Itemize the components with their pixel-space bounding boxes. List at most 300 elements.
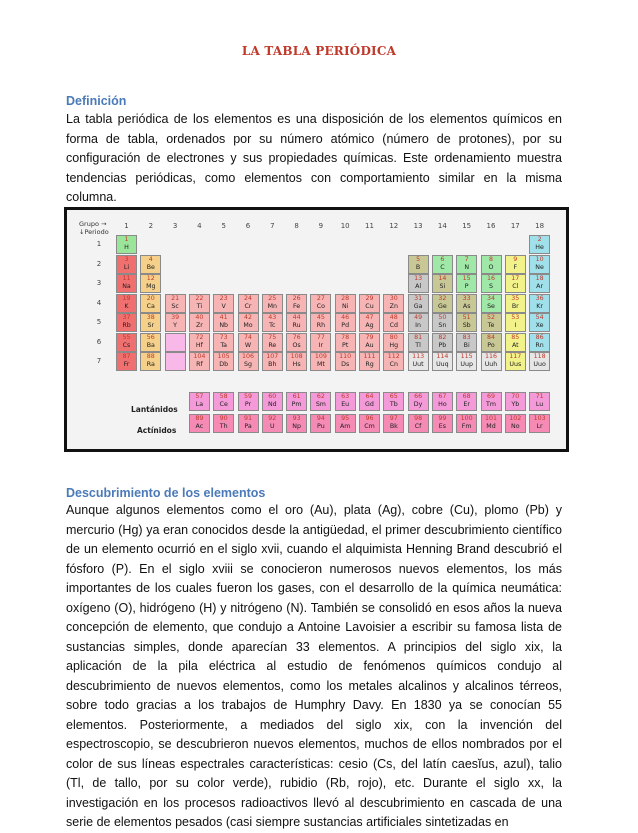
element-symbol: Np — [292, 423, 301, 430]
atomic-number: 43 — [268, 314, 277, 321]
element-symbol: Ds — [341, 361, 350, 368]
group-number-14: 14 — [437, 222, 447, 230]
element-symbol: Po — [487, 341, 495, 349]
element-cell-au — [359, 333, 380, 352]
element-cell-te — [481, 313, 502, 332]
element-symbol: Xe — [535, 322, 544, 329]
element-symbol: Cs — [122, 341, 131, 349]
element-symbol: Bh — [268, 361, 277, 368]
element-cell-nd — [262, 392, 283, 411]
atomic-number: 49 — [414, 314, 423, 321]
atomic-number: 34 — [486, 294, 495, 302]
atomic-number: 32 — [438, 294, 447, 302]
element-cell-eu — [335, 392, 356, 411]
atomic-number: 44 — [292, 314, 301, 321]
atomic-number: 85 — [511, 333, 520, 341]
atomic-number: 82 — [438, 333, 447, 341]
element-cell-np — [286, 414, 307, 433]
atomic-number: 80 — [389, 333, 398, 341]
element-symbol: Ni — [341, 302, 349, 310]
element-cell-mg — [140, 274, 161, 293]
atomic-number: 21 — [171, 294, 180, 302]
element-cell-i — [505, 313, 526, 332]
element-symbol: Cr — [244, 302, 252, 310]
atomic-number: 59 — [243, 393, 252, 400]
page-title: LA TABLA PERIÓDICA — [241, 44, 397, 58]
element-cell-ni — [335, 294, 356, 313]
group-number-15: 15 — [462, 222, 472, 230]
element-cell-pb — [432, 333, 453, 352]
element-cell-lr — [529, 414, 550, 433]
element-symbol: Sn — [438, 322, 447, 329]
element-symbol: Md — [486, 423, 496, 430]
element-symbol: Os — [292, 341, 301, 349]
element-symbol: At — [511, 341, 519, 349]
group-number-18: 18 — [535, 222, 545, 230]
element-cell-ru — [286, 313, 307, 332]
atomic-number: 27 — [316, 294, 325, 302]
element-cell-cn — [383, 352, 404, 371]
atomic-number: 35 — [511, 294, 520, 302]
element-cell-o — [481, 255, 502, 274]
atomic-number: 42 — [243, 314, 252, 321]
period-number-4: 4 — [96, 298, 102, 307]
element-symbol: Hg — [389, 341, 399, 349]
group-number-11: 11 — [365, 222, 374, 230]
atomic-number: 65 — [389, 393, 398, 400]
atomic-number: 10 — [535, 255, 544, 263]
element-cell-bk — [383, 414, 404, 433]
element-symbol: Pr — [244, 401, 252, 408]
atomic-number: 45 — [316, 314, 325, 321]
atomic-number: 54 — [535, 314, 544, 321]
atomic-number: 63 — [341, 393, 350, 400]
element-symbol: Rn — [535, 341, 544, 349]
atomic-number: 5 — [416, 255, 421, 263]
element-symbol: Br — [511, 302, 519, 310]
period-number-3: 3 — [96, 279, 102, 287]
element-symbol: Uuq — [436, 361, 449, 368]
element-cell-ge — [432, 294, 453, 313]
element-symbol: Zn — [389, 302, 398, 310]
atomic-number: 61 — [292, 393, 301, 400]
element-cell-h — [116, 235, 137, 254]
element-symbol: Db — [219, 361, 229, 368]
element-cell-mo — [238, 313, 259, 332]
element-symbol: Mt — [316, 361, 325, 368]
element-cell-ag — [359, 313, 380, 332]
element-symbol: Ru — [292, 322, 301, 329]
element-cell-mt — [310, 352, 331, 371]
element-cell-ho — [432, 392, 453, 411]
period-header-label: ↓Periodo — [79, 228, 109, 236]
atomic-number: 39 — [171, 314, 180, 321]
element-cell-pr — [238, 392, 259, 411]
element-cell-mn — [262, 294, 283, 313]
element-cell-cf — [408, 414, 429, 433]
atomic-number: 47 — [365, 314, 374, 321]
element-symbol: Bi — [463, 341, 470, 349]
element-symbol: Rb — [122, 322, 131, 329]
group-number-9: 9 — [318, 222, 324, 230]
element-cell-pd — [335, 313, 356, 332]
group-number-10: 10 — [340, 222, 350, 230]
atomic-number: 26 — [292, 294, 301, 302]
element-symbol: Tb — [389, 401, 398, 408]
atomic-number: 76 — [292, 333, 301, 341]
group-number-3: 3 — [172, 222, 178, 230]
element-cell-ds — [335, 352, 356, 371]
element-cell-ir — [310, 333, 331, 352]
element-cell-fm — [456, 414, 477, 433]
atomic-number: 69 — [486, 393, 495, 400]
element-cell-cl — [505, 274, 526, 293]
element-cell-tl — [408, 333, 429, 352]
element-cell-v — [213, 294, 234, 313]
element-cell-tm — [481, 392, 502, 411]
element-symbol: Re — [268, 341, 277, 349]
atomic-number: 64 — [365, 393, 374, 400]
element-symbol: Mn — [267, 302, 278, 310]
element-symbol: Eu — [341, 401, 350, 408]
element-cell-he — [529, 235, 550, 254]
atomic-number: 111 — [363, 353, 376, 360]
element-cell-nb — [213, 313, 234, 332]
element-cell-es — [432, 414, 453, 433]
element-symbol: Hf — [195, 341, 203, 349]
element-symbol: Ce — [219, 401, 228, 408]
element-cell-rb — [116, 313, 137, 332]
element-cell-ar — [529, 274, 550, 293]
atomic-number: 33 — [462, 294, 471, 302]
element-symbol: Rg — [365, 361, 374, 368]
element-cell-uuh — [481, 352, 502, 371]
atomic-number: 60 — [268, 393, 277, 400]
element-symbol: Sr — [147, 322, 155, 329]
element-symbol: H — [124, 244, 129, 251]
element-symbol: Ar — [536, 283, 544, 290]
atomic-number: 88 — [146, 353, 155, 360]
element-cell-ne — [529, 255, 550, 274]
element-cell-sg — [238, 352, 259, 371]
element-symbol: Na — [122, 283, 131, 290]
atomic-number: 113 — [412, 353, 425, 360]
element-symbol: Ga — [413, 302, 423, 310]
element-symbol: Rh — [316, 322, 326, 329]
element-symbol: K — [124, 302, 129, 310]
element-cell-tb — [383, 392, 404, 411]
atomic-number: 58 — [219, 393, 228, 400]
element-symbol: Cd — [389, 322, 398, 329]
element-symbol: Cu — [365, 302, 374, 310]
element-cell-w — [238, 333, 259, 352]
lanthanides-label: Lantánidos — [131, 405, 178, 414]
atomic-number: 94 — [316, 415, 325, 422]
definition-heading: Definición — [66, 94, 127, 108]
element-symbol: Tl — [415, 341, 421, 349]
atomic-number: 66 — [414, 393, 423, 400]
atomic-number: 118 — [533, 353, 546, 360]
element-cell-cr — [238, 294, 259, 313]
element-cell-sr — [140, 313, 161, 332]
period-number-6: 6 — [96, 337, 102, 346]
element-symbol: Sb — [462, 322, 471, 329]
element-cell-sm — [310, 392, 331, 411]
element-cell-c — [432, 255, 453, 274]
element-cell-rn — [529, 333, 550, 352]
atomic-number: 2 — [537, 236, 542, 243]
atomic-number: 28 — [341, 294, 350, 302]
element-cell-al — [408, 274, 429, 293]
element-cell-dy — [408, 392, 429, 411]
element-cell-db — [213, 352, 234, 371]
element-cell-th — [213, 414, 234, 433]
atomic-number: 84 — [486, 333, 495, 341]
atomic-number: 112 — [387, 353, 400, 360]
element-cell-y — [165, 313, 186, 332]
element-symbol: Be — [146, 263, 155, 271]
element-cell-zn — [383, 294, 404, 313]
atomic-number: 13 — [414, 275, 423, 282]
atomic-number: 22 — [195, 294, 204, 302]
element-symbol: Ac — [195, 423, 204, 430]
element-symbol: I — [514, 322, 517, 329]
element-symbol: Sc — [171, 302, 179, 310]
element-symbol: Au — [365, 341, 374, 349]
atomic-number: 114 — [436, 353, 449, 360]
atomic-number: 36 — [535, 294, 544, 302]
atomic-number: 75 — [268, 333, 277, 341]
periodic-table-figure — [64, 207, 569, 452]
atomic-number: 51 — [462, 314, 471, 321]
atomic-number: 29 — [365, 294, 374, 302]
element-symbol: Pu — [317, 423, 325, 430]
atomic-number: 55 — [122, 333, 131, 341]
element-cell-ba — [140, 333, 161, 352]
group-number-5: 5 — [221, 222, 226, 230]
atomic-number: 104 — [193, 353, 206, 360]
element-cell-zr — [189, 313, 210, 332]
atomic-number: 68 — [462, 393, 471, 400]
element-symbol: Uus — [509, 361, 522, 368]
atomic-number: 89 — [195, 415, 204, 422]
atomic-number: 108 — [290, 353, 303, 360]
element-cell-ca — [140, 294, 161, 313]
element-symbol: Er — [463, 401, 470, 408]
element-symbol: Pd — [341, 322, 350, 329]
atomic-number: 37 — [122, 314, 131, 321]
element-cell-uuo — [529, 352, 550, 371]
atomic-number: 99 — [438, 415, 447, 422]
element-symbol: Uut — [412, 361, 424, 368]
atomic-number: 101 — [484, 415, 498, 422]
element-symbol: Pa — [244, 423, 252, 430]
element-symbol: No — [511, 423, 520, 430]
element-symbol: O — [488, 263, 494, 271]
element-cell-tc — [262, 313, 283, 332]
element-cell-no — [505, 414, 526, 433]
element-symbol: Ca — [146, 302, 155, 310]
element-symbol: As — [462, 302, 471, 310]
atomic-number: 14 — [438, 275, 447, 282]
element-symbol: Al — [415, 283, 422, 290]
element-cell-b — [408, 255, 429, 274]
element-symbol: Yb — [511, 401, 520, 408]
element-symbol: Rf — [196, 361, 203, 368]
atomic-number: 25 — [268, 294, 277, 302]
element-symbol: F — [513, 263, 518, 271]
element-cell-n — [456, 255, 477, 274]
element-symbol: Pm — [291, 401, 302, 408]
element-cell-rf — [189, 352, 210, 371]
element-cell-rg — [359, 352, 380, 371]
element-symbol: Ta — [220, 341, 228, 349]
atomic-number: 8 — [488, 255, 493, 263]
element-cell-gd — [359, 392, 380, 411]
discovery-heading: Descubrimiento de los elementos — [66, 486, 266, 500]
atomic-number: 78 — [341, 333, 350, 341]
element-symbol: Cl — [512, 283, 519, 290]
definition-paragraph: La tabla periódica de los elementos es una disposición de los elementos químicos en forma de tabla, ordenados por su número atómico (número de protones), por su configuración de electrones y sus propiedades químicas. Este ordenamiento muestra tendencias periódicas, como elementos con comportamiento similar en la misma columna. — [66, 112, 562, 204]
element-cell-ti — [189, 294, 210, 313]
element-symbol: Kr — [536, 302, 543, 310]
element-symbol: Es — [438, 423, 447, 430]
atomic-number: 62 — [316, 393, 325, 400]
atomic-number: 41 — [219, 314, 228, 321]
atomic-number: 3 — [124, 255, 129, 263]
element-cell-md — [481, 414, 502, 433]
element-cell-bh — [262, 352, 283, 371]
atomic-number: 23 — [219, 294, 228, 302]
group-number-7: 7 — [270, 222, 275, 230]
atomic-number: 50 — [438, 314, 447, 321]
atomic-number: 98 — [414, 415, 423, 422]
atomic-number: 6 — [440, 255, 445, 263]
atomic-number: 56 — [146, 333, 155, 341]
element-cell-uut — [408, 352, 429, 371]
group-header-label: Grupo → — [79, 220, 107, 228]
element-symbol: Gd — [365, 401, 374, 408]
element-cell-pa — [238, 414, 259, 433]
atomic-number: 97 — [389, 415, 398, 422]
element-symbol: Tm — [486, 401, 496, 408]
element-cell-fe — [286, 294, 307, 313]
element-cell-re — [262, 333, 283, 352]
element-cell-f — [505, 255, 526, 274]
atomic-number: 96 — [365, 415, 374, 422]
actinides-label: Actínidos — [137, 426, 177, 435]
element-symbol: Ti — [196, 302, 203, 310]
element-cell-hs — [286, 352, 307, 371]
element-symbol: Lu — [535, 401, 544, 408]
atomic-number: 48 — [389, 314, 398, 321]
element-cell-er — [456, 392, 477, 411]
element-symbol: Si — [439, 283, 446, 290]
element-symbol: Nd — [267, 401, 277, 408]
element-cell-as — [456, 294, 477, 313]
atomic-number: 46 — [341, 314, 350, 321]
element-cell-li — [116, 255, 137, 274]
atomic-number: 24 — [243, 294, 252, 302]
element-cell-p — [456, 274, 477, 293]
element-cell-hf — [189, 333, 210, 352]
group-number-8: 8 — [294, 222, 299, 230]
element-symbol: Th — [219, 423, 228, 430]
element-symbol: Uup — [460, 361, 473, 368]
element-symbol: N — [464, 263, 470, 271]
atomic-number: 73 — [219, 333, 228, 341]
atomic-number: 86 — [535, 333, 544, 341]
atomic-number: 95 — [341, 415, 350, 422]
atomic-number: 100 — [460, 415, 473, 422]
atomic-number: 19 — [122, 294, 131, 302]
atomic-number: 117 — [509, 353, 522, 360]
element-symbol: Co — [316, 302, 326, 310]
element-cell-os — [286, 333, 307, 352]
element-symbol: Bk — [389, 423, 398, 430]
element-symbol: Uuo — [533, 361, 546, 368]
element-cell-pu — [310, 414, 331, 433]
element-symbol: In — [415, 322, 422, 329]
atomic-number: 70 — [511, 393, 520, 400]
element-symbol: La — [195, 401, 204, 408]
element-symbol: P — [464, 283, 469, 290]
element-cell-sb — [456, 313, 477, 332]
element-cell-ta — [213, 333, 234, 352]
element-symbol: Y — [173, 322, 178, 329]
element-cell-cs — [116, 333, 137, 352]
element-cell-rh — [310, 313, 331, 332]
element-cell-ac — [189, 414, 210, 433]
atomic-number: 30 — [389, 294, 398, 302]
atomic-number: 74 — [243, 333, 252, 341]
atomic-number: 11 — [122, 275, 131, 282]
group-number-13: 13 — [413, 222, 423, 230]
element-cell-si — [432, 274, 453, 293]
atomic-number: 77 — [316, 333, 325, 341]
group-number-1: 1 — [124, 222, 129, 230]
element-cell-in — [408, 313, 429, 332]
atomic-number: 79 — [365, 333, 374, 341]
element-symbol: Li — [123, 263, 130, 271]
element-symbol: Ag — [365, 322, 374, 329]
atomic-number: 72 — [195, 333, 204, 341]
element-cell-pt — [335, 333, 356, 352]
element-symbol: Se — [487, 302, 495, 310]
element-symbol: Hs — [292, 361, 301, 368]
element-cell-sc — [165, 294, 186, 313]
element-symbol: Fm — [461, 423, 472, 430]
atomic-number: 115 — [460, 353, 473, 360]
element-cell-co — [310, 294, 331, 313]
element-symbol: B — [415, 263, 421, 271]
group-number-16: 16 — [486, 222, 496, 230]
element-symbol: Mo — [243, 322, 253, 329]
group-number-4: 4 — [197, 222, 202, 230]
period-number-7: 7 — [96, 357, 102, 365]
atomic-number: 106 — [241, 353, 255, 360]
element-cell-s — [481, 274, 502, 293]
atomic-number: 7 — [464, 255, 469, 263]
discovery-paragraph: Aunque algunos elementos como el oro (Au), plata (Ag), cobre (Cu), plomo (Pb) y mercurio (Hg) ya eran conocidos desde la antigüedad, el primer descubrimiento científico de un elemento ocurrió en el siglo xvii, cuando el alquimista Henning Brand descubrió el fósforo (P). En el siglo xviii se conocieron numerosos nuevos elementos, los más importantes de los cuales fueron los gases, con el desarrollo de la química neumática: oxígeno (O), hidrógeno (H) y nitrógeno (N). También se consolidó en esos años la nueva concepción de elemento, que condujo a Antoine Lavoisier a escribir su famosa lista de sustancias simples, donde aparecían 33 elementos. A principios del siglo xix, la aplicación de la pila eléctrica al estudio de fenómenos químicos condujo al descubrimiento de nuevos elementos, como los metales alcalinos y alcalinos térreos, sobre todo gracias a los trabajos de Humphry Davy. En 1830 ya se conocían 55 elementos. Posteriormente, a mediados del siglo xix, con la invención del espectroscopio, se descubrieron nuevos elementos, muchos de ellos nombrados por el color de sus líneas espectrales características: cesio (Cs, del latín caesĭus, azul), talio (Tl, de tallo, por su color verde), rubidio (Rb, rojo), etc. Durante el siglo xx, la investigación en los procesos radioactivos llevó al descubrimiento en cascada de una serie de elementos pesados (casi siempre sustancias artificiales sintetizadas en — [66, 503, 562, 829]
group-number-12: 12 — [389, 222, 399, 230]
element-cell-na — [116, 274, 137, 293]
element-cell-hg — [383, 333, 404, 352]
element-cell-xe — [529, 313, 550, 332]
atomic-number: 105 — [217, 353, 230, 360]
element-symbol: W — [244, 341, 252, 349]
atomic-number: 18 — [535, 275, 544, 282]
